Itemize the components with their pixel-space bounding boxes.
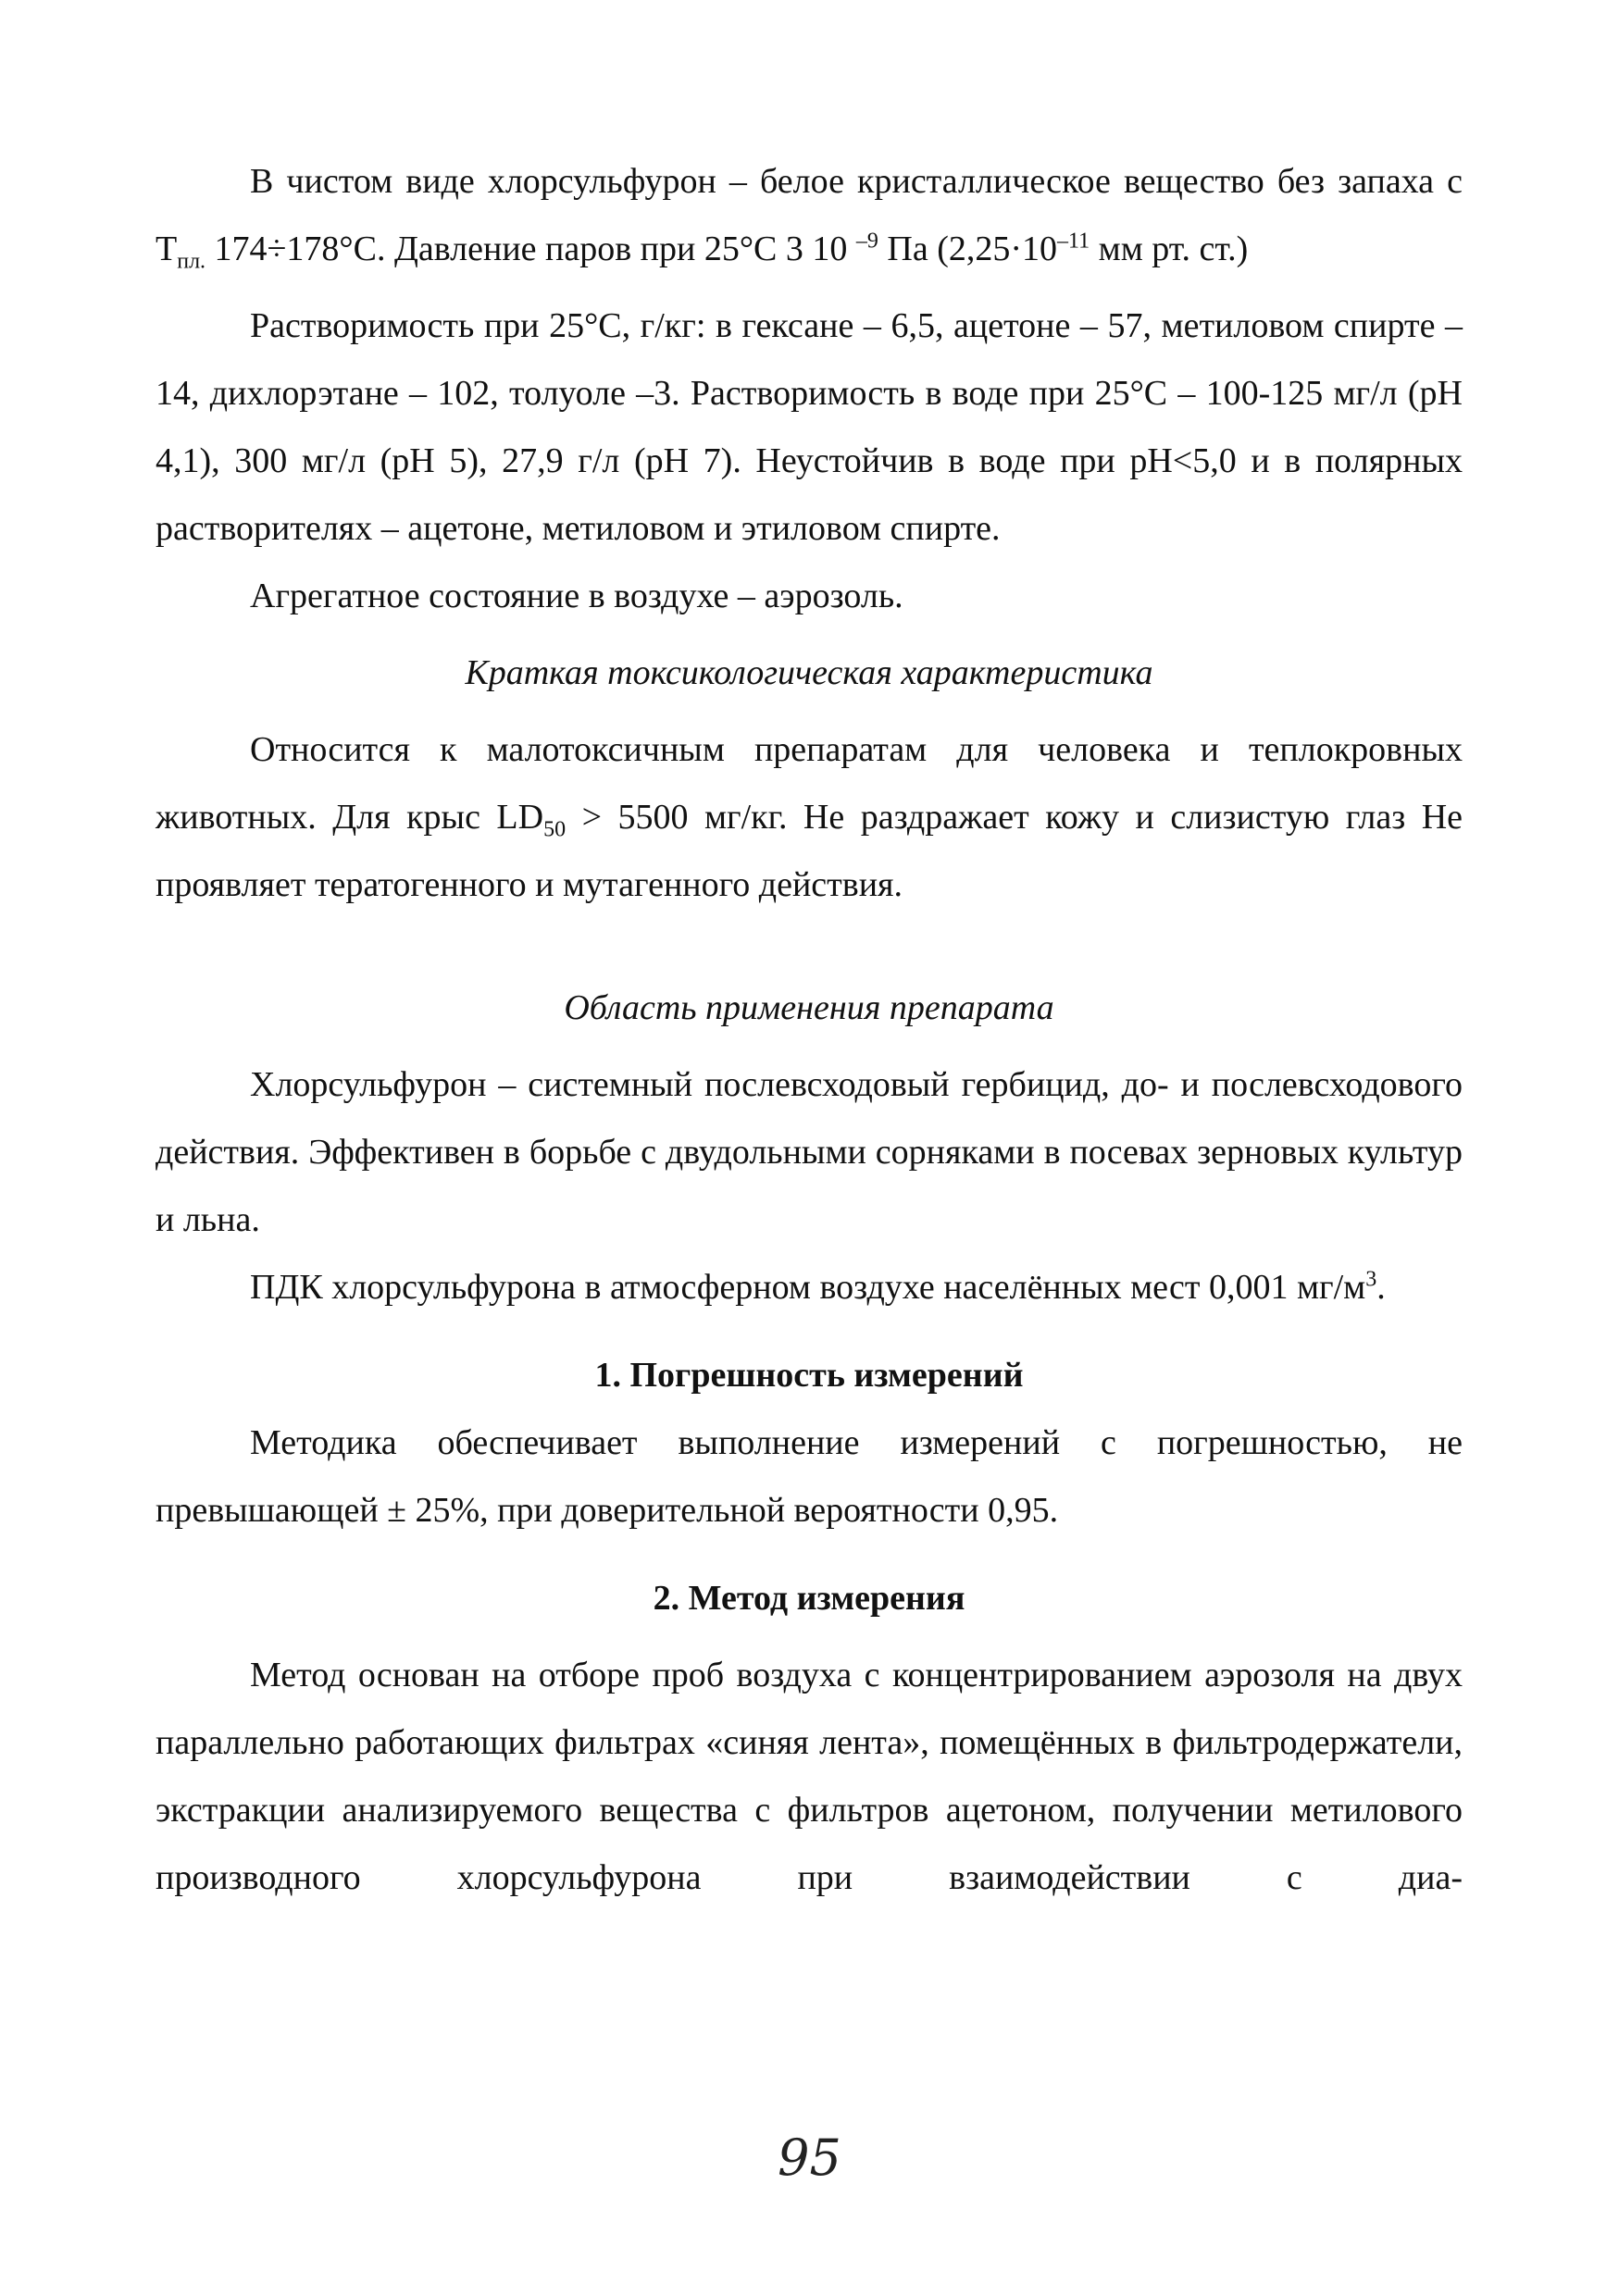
paragraph-mac xyxy=(156,1254,1463,1322)
page-number: 95 xyxy=(778,2128,841,2187)
text-run: В чистом виде хлорсульфурон – белое кристаллическое вещество без запаха с Т xyxy=(156,162,1463,268)
paragraph-measurement-error: Методика обеспечивает выполнение измерений с погрешностью, не превышающей ± 25%, при доверительной вероятности 0,95. xyxy=(156,1423,1463,1530)
paragraph-toxicology xyxy=(156,716,1463,919)
heading-application: Область применения препарата xyxy=(564,988,1054,1027)
paragraph-application: Хлорсульфурон – системный послевсходовый гербицид, до- и послевсходового действия. Эффективен в борьбе с двудольными сорняками в посевах зерновых культур и льна. xyxy=(156,1065,1463,1239)
paragraph-solubility: Растворимость при 25°С, г/кг: в гексане – 6,5, ацетоне – 57, метиловом спирте – 14, дихлорэтане – 102, толуоле –3. Растворимость в воде при 25°С – 100-125 мг/л (рН 4,1), 300 мг/л (рН 5), 27,9 г/л (рН 7). Неустойчив в воде при рН<5,0 и в полярных растворителях – ацетоне, метиловом и этиловом спирте. xyxy=(156,306,1463,548)
superscript: 3 xyxy=(1365,1267,1377,1292)
heading-measurement-method: 2. Метод измерения xyxy=(653,1579,965,1618)
paragraph-aggregate-state: Агрегатное состояние в воздухе – аэрозоль. xyxy=(250,577,903,615)
text-run: ПДК хлорсульфурона в атмосферном воздухе населённых мест 0,001 мг/м xyxy=(250,1268,1366,1307)
text-run: . xyxy=(1376,1268,1386,1307)
heading-measurement-error: 1. Погрешность измерений xyxy=(594,1356,1024,1395)
superscript: –11 xyxy=(1057,229,1090,254)
text-run: Относится к малотоксичным препаратам для человека и теплокровных животных. Для крыс LD xyxy=(156,730,1463,837)
superscript: –9 xyxy=(855,229,878,254)
subscript: 50 xyxy=(543,817,567,842)
text-run: мм рт. ст.) xyxy=(1090,230,1249,268)
heading-toxicology: Краткая токсикологическая характеристика xyxy=(465,653,1153,692)
text-run: Па (2,25·10 xyxy=(878,230,1058,268)
text-run: > 5500 мг/кг. Не раздражает кожу и слизистую глаз Не проявляет тератогенного и мутагенного действия. xyxy=(156,798,1463,904)
subscript: пл. xyxy=(177,249,206,274)
paragraph-physical-properties xyxy=(156,148,1463,283)
paragraph-measurement-method: Метод основан на отборе проб воздуха с концентрированием аэрозоля на двух параллельно работающих фильтрах «синяя лента», помещённых в фильтродержатели, экстракции анализируемого вещества с фильтров ацетоном, получении метилового производного хлорсульфурона при взаимодействии с диа- xyxy=(156,1656,1463,1897)
text-run: 174÷178°С. Давление паров при 25°С 3 10 xyxy=(205,230,856,268)
document-page xyxy=(156,148,1463,1912)
